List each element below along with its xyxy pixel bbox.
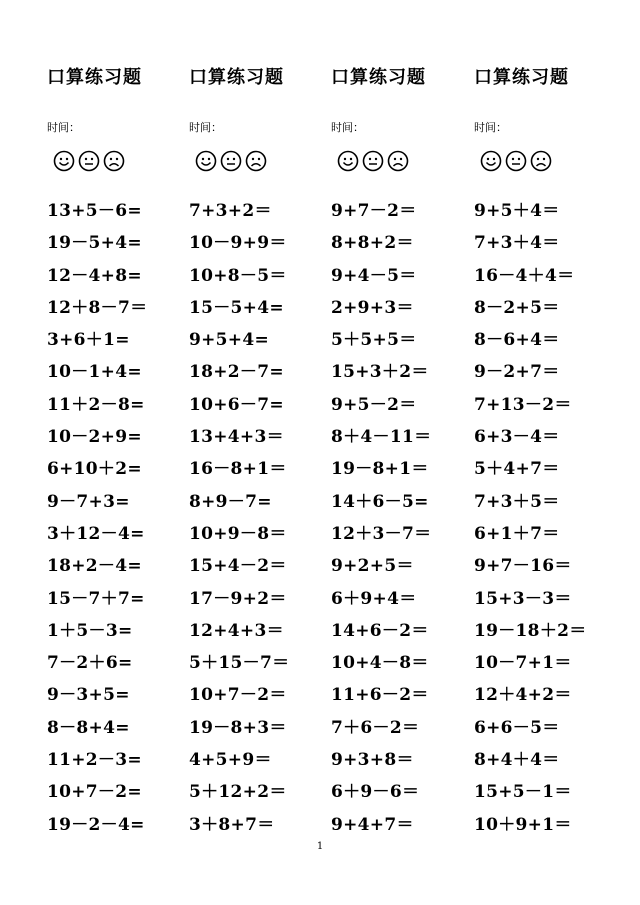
math-problem: 6＋9+4＝ [331, 588, 417, 609]
math-problem: 16－4＋4＝ [474, 265, 575, 286]
math-problem: 3+6＋1= [47, 330, 130, 351]
problem-list [189, 201, 289, 847]
math-problem: 9－2+7＝ [474, 362, 560, 383]
math-problem: 13+5－6= [47, 201, 142, 221]
math-problem: 8+9－7= [189, 491, 272, 512]
neutral-face-icon [78, 150, 100, 172]
math-problem: 9+5＋4＝ [474, 201, 560, 221]
math-problem: 2+9+3＝ [331, 297, 414, 318]
math-problem: 7+3＋5＝ [474, 491, 560, 512]
math-problem: 9+5－2＝ [331, 394, 417, 415]
math-problem: 10+6－7= [189, 394, 284, 415]
math-problem: 9+4－5＝ [331, 265, 417, 286]
math-problem: 9+3+8＝ [331, 750, 414, 771]
problem-list [474, 201, 587, 847]
math-problem: 10+4－8＝ [331, 653, 429, 674]
math-problem: 10+9－8＝ [189, 523, 287, 544]
column-title: 口算练习题 [331, 67, 426, 88]
math-problem: 7+3+2＝ [189, 201, 272, 221]
math-problem: 10－9+9＝ [189, 233, 287, 254]
neutral-face-icon [505, 150, 527, 172]
math-problem: 4+5+9＝ [189, 750, 272, 771]
math-problem: 15+3－3＝ [474, 588, 572, 609]
math-problem: 5＋5+5＝ [331, 330, 417, 351]
time-label: 时间： [47, 121, 80, 134]
math-problem: 10－2+9= [47, 427, 142, 448]
sad-face-icon [530, 150, 552, 172]
math-problem: 7＋6－2＝ [331, 717, 420, 738]
math-problem: 19－8+3＝ [189, 717, 287, 738]
math-problem: 10－1+4= [47, 362, 142, 383]
math-problem: 18+2－7= [189, 362, 284, 383]
math-problem: 7－2＋6= [47, 653, 133, 674]
smiley-face-icon [480, 150, 502, 172]
math-problem: 12＋3－7＝ [331, 523, 432, 544]
math-problem: 8－6+4＝ [474, 330, 560, 351]
math-problem: 12+4+3＝ [189, 620, 284, 641]
math-problem: 13+4+3＝ [189, 427, 284, 448]
math-problem: 8＋4－11＝ [331, 427, 432, 448]
problem-list [331, 201, 431, 847]
math-problem: 9+7－16＝ [474, 556, 572, 577]
column-title: 口算练习题 [474, 67, 569, 88]
smiley-face-icon [53, 150, 75, 172]
math-problem: 6+6－5＝ [474, 717, 560, 738]
math-problem: 8+4＋4＝ [474, 750, 560, 771]
math-problem: 15－7＋7= [47, 588, 145, 609]
neutral-face-icon [220, 150, 242, 172]
problem-list [47, 201, 147, 847]
math-problem: 10－7+1＝ [474, 653, 572, 674]
math-problem: 9+4+7＝ [331, 814, 414, 835]
smiley-face-icon [195, 150, 217, 172]
column-title: 口算练习题 [189, 67, 284, 88]
sad-face-icon [103, 150, 125, 172]
math-problem: 6＋9－6＝ [331, 782, 420, 803]
time-label: 时间： [331, 121, 364, 134]
sad-face-icon [245, 150, 267, 172]
math-problem: 10+8－5＝ [189, 265, 287, 286]
math-problem: 14+6－2＝ [331, 620, 429, 641]
math-problem: 9－3+5= [47, 685, 130, 706]
math-problem: 12＋4+2＝ [474, 685, 572, 706]
math-problem: 15+4－2＝ [189, 556, 287, 577]
page-number: 1 [316, 841, 324, 852]
math-problem: 3＋12－4= [47, 523, 145, 544]
math-problem: 6+10＋2= [47, 459, 142, 480]
math-problem: 19－18＋2＝ [474, 620, 587, 641]
smiley-face-icon [337, 150, 359, 172]
math-problem: 15+3＋2＝ [331, 362, 429, 383]
math-problem: 11+2－3= [47, 750, 142, 771]
math-problem: 16－8+1＝ [189, 459, 287, 480]
face-rating [195, 150, 267, 172]
sad-face-icon [387, 150, 409, 172]
math-problem: 10+7－2= [47, 782, 142, 803]
neutral-face-icon [362, 150, 384, 172]
math-problem: 14＋6－5= [331, 491, 429, 512]
face-rating [53, 150, 125, 172]
math-problem: 10＋9+1＝ [474, 814, 572, 835]
math-problem: 8+8+2＝ [331, 233, 414, 254]
math-problem: 9+7－2＝ [331, 201, 417, 221]
math-problem: 8－8+4= [47, 717, 130, 738]
math-problem: 7+3＋4＝ [474, 233, 560, 254]
math-problem: 9+2+5＝ [331, 556, 414, 577]
math-problem: 5＋15－7＝ [189, 653, 290, 674]
math-problem: 18+2－4= [47, 556, 142, 577]
math-problem: 11＋2－8= [47, 394, 145, 415]
math-problem: 17－9+2＝ [189, 588, 287, 609]
math-problem: 1＋5－3= [47, 620, 133, 641]
column-title: 口算练习题 [47, 67, 142, 88]
math-problem: 8－2+5＝ [474, 297, 560, 318]
math-problem: 12＋8－7＝ [47, 297, 148, 318]
math-problem: 11+6－2＝ [331, 685, 429, 706]
time-label: 时间： [189, 121, 222, 134]
math-problem: 9+5+4= [189, 330, 270, 351]
time-label: 时间： [474, 121, 507, 134]
math-problem: 19－8+1＝ [331, 459, 429, 480]
math-problem: 7+13－2＝ [474, 394, 572, 415]
math-problem: 6+3－4＝ [474, 427, 560, 448]
math-problem: 19－5+4= [47, 233, 142, 254]
face-rating [337, 150, 409, 172]
math-problem: 12－4+8= [47, 265, 142, 286]
math-problem: 19－2－4= [47, 814, 145, 835]
math-problem: 15－5+4= [189, 297, 284, 318]
math-problem: 3＋8+7＝ [189, 814, 275, 835]
math-problem: 5＋4+7＝ [474, 459, 560, 480]
math-problem: 5＋12+2＝ [189, 782, 287, 803]
math-problem: 6+1＋7＝ [474, 523, 560, 544]
math-problem: 9－7+3= [47, 491, 130, 512]
face-rating [480, 150, 552, 172]
math-problem: 10+7－2＝ [189, 685, 287, 706]
math-problem: 15+5－1＝ [474, 782, 572, 803]
